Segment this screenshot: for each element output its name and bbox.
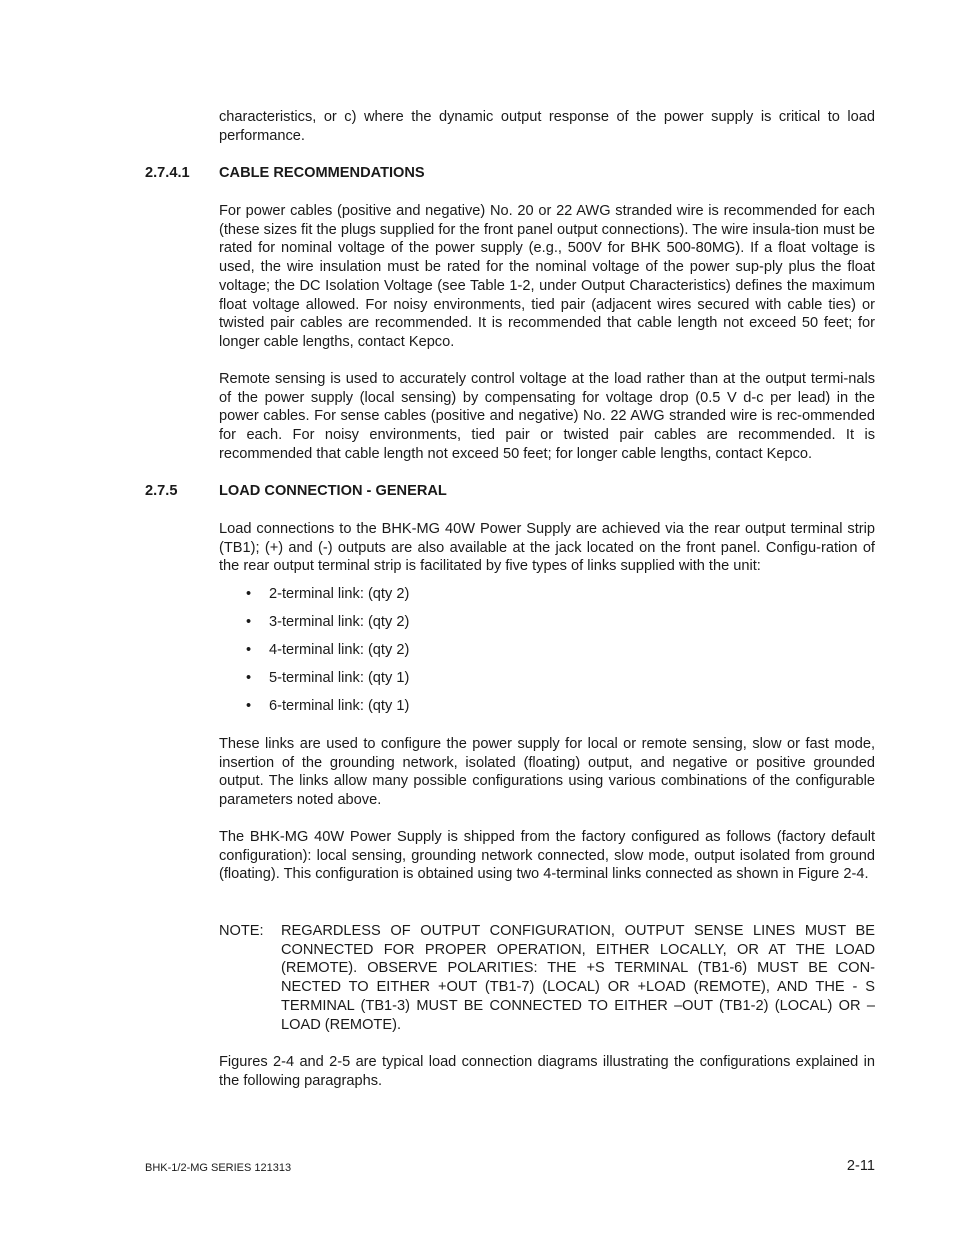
bullet-glyph: • [246,642,252,658]
cable-power-paragraph: For power cables (positive and negative) No. 20 or 22 AWG stranded wire is recommended for each (these sizes fit the plugs supplied for the front panel output connections). The wire insula-tion must be rated for nominal voltage of the power supply (e.g., 500V for BHK 500-80MG). If a float voltage is used, the wire insulation must be rated for the nominal voltage of the power sup-ply plus the float voltage; the DC Isolation Voltage (see Table 1-2, under Output Characteristics) defines the maximum float voltage allowed. For noisy environments, tied pair (adjacent wires secured with cable ties) or twisted pair cables are recommended. It is recommended that cable length not exceed 50 feet; for longer cable lengths, contact Kepco. [219,203,875,350]
list-item-text: 3-terminal link: (qty 2) [269,614,410,630]
bullet-glyph: • [246,670,252,686]
list-item-text: 2-terminal link: (qty 2) [269,586,410,602]
note-label: NOTE: [219,923,264,939]
bullet-glyph: • [246,586,252,602]
note-block [219,922,875,1034]
section-number: 2.7.4.1 [145,165,190,181]
section-number: 2.7.5 [145,483,178,499]
factory-default-paragraph: The BHK-MG 40W Power Supply is shipped from the factory configured as follows (factory default configuration): local sensing, grounding network connected, slow mode, output isolated from ground (floating). This configuration is obtained using two 4-terminal links connected as shown in Figure 2-4. [219,829,875,883]
note-text: REGARDLESS OF OUTPUT CONFIGURATION, OUTPUT SENSE LINES MUST BE CONNECTED FOR PROPER OPERATION, EITHER LOCALLY, OR AT THE LOAD (REMOTE). OBSERVE POLARITIES: THE +S TERMINAL (TB1-6) MUST BE CON-NECTED TO EITHER +OUT (TB1-7) (LOCAL) OR +LOAD (REMOTE), AND THE - S TERMINAL (TB1-3) MUST BE CONNECTED TO EITHER –OUT (TB1-2) (LOCAL) OR –LOAD (REMOTE). [281,923,875,1033]
load-connection-paragraph: Load connections to the BHK-MG 40W Power Supply are achieved via the rear output terminal strip (TB1); (+) and (-) outputs are also available at the jack located on the front panel. Configu-ration of the rear output terminal strip is facilitated by five types of links supplied with the unit: [219,521,875,575]
figures-paragraph: Figures 2-4 and 2-5 are typical load connection diagrams illustrating the configurations explained in the following paragraphs. [219,1054,875,1089]
section-title: CABLE RECOMMENDATIONS [219,165,425,181]
link-types-list [219,585,875,725]
section-heading-cable-recommendations [145,164,875,183]
list-item [219,641,875,669]
list-item-text: 5-terminal link: (qty 1) [269,670,410,686]
footer-series: BHK-1/2-MG SERIES 121313 [145,1162,292,1174]
list-item [219,697,875,725]
bullet-glyph: • [246,614,252,630]
list-item-text: 6-terminal link: (qty 1) [269,698,410,714]
list-item [219,613,875,641]
links-usage-paragraph: These links are used to configure the power supply for local or remote sensing, slow or fast mode, insertion of the grounding network, isolated (floating) output, and negative or positive grounded output. The links allow many possible configurations using various combinations of the configurable parameters noted above. [219,736,875,809]
list-item-text: 4-terminal link: (qty 2) [269,642,410,658]
bullet-glyph: • [246,698,252,714]
cable-sense-paragraph: Remote sensing is used to accurately control voltage at the load rather than at the output termi-nals of the power supply (local sensing) by compensating for voltage drop (0.5 V d-c per lead) in the power cables. For sense cables (positive and negative) No. 22 AWG stranded wire is rec-ommended for each. For noisy environments, tied pair or twisted pair cables are recommended. It is recommended that cable length not exceed 50 feet; for longer cable lengths, contact Kepco. [219,371,875,462]
section-heading-load-connection [145,482,875,501]
intro-paragraph: characteristics, or c) where the dynamic output response of the power supply is critical to load performance. [219,109,875,144]
section-title: LOAD CONNECTION - GENERAL [219,483,447,499]
page-number: 2-11 [846,1158,875,1174]
list-item [219,669,875,697]
list-item [219,585,875,613]
